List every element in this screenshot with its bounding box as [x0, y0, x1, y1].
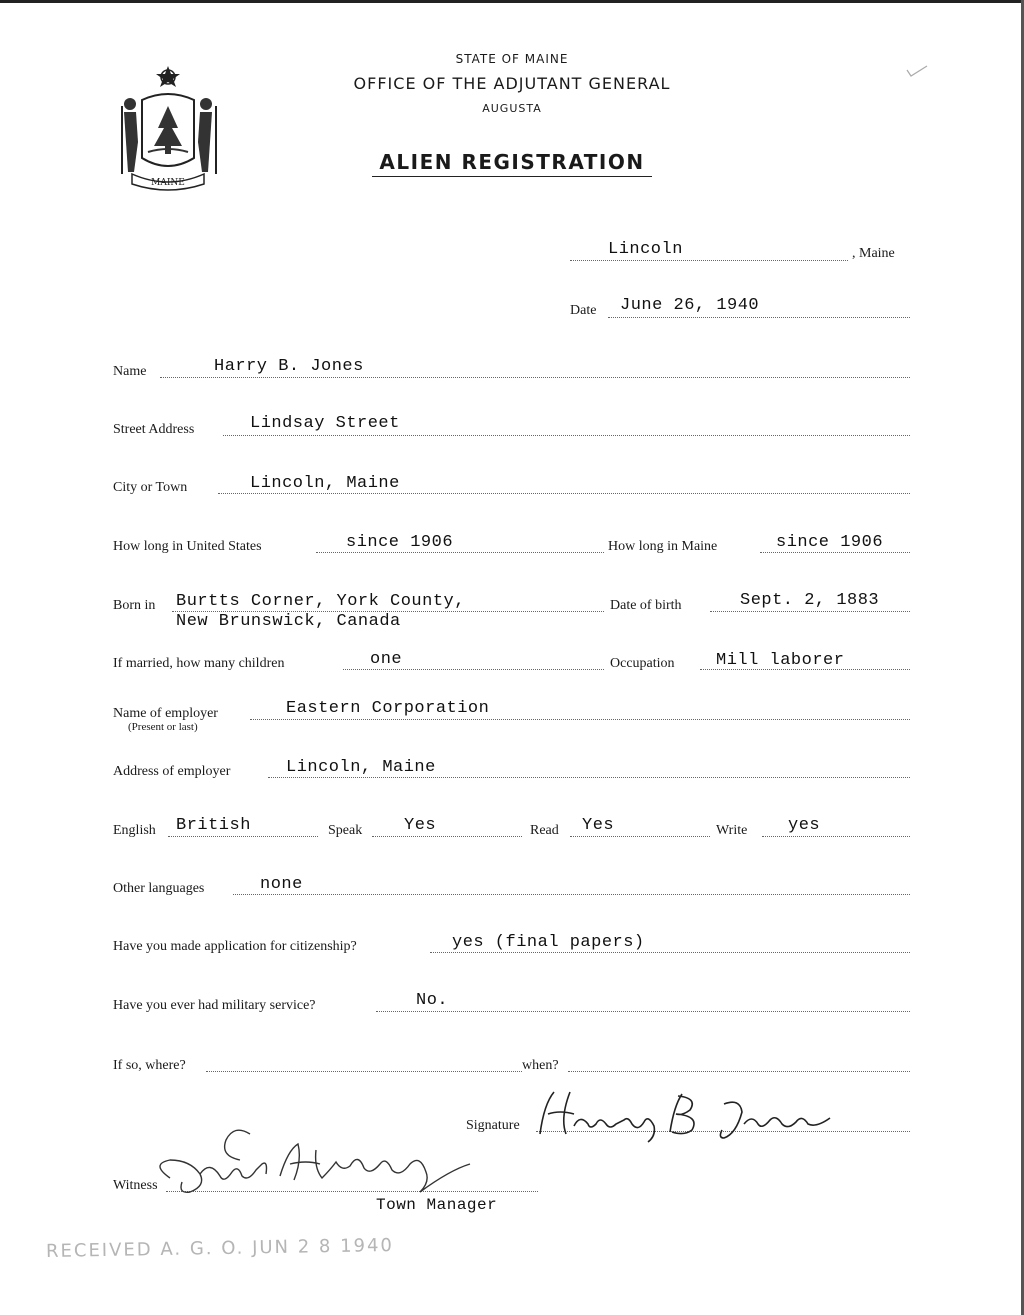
citizenship-value: yes (final papers) [452, 933, 645, 952]
write-line [762, 836, 910, 837]
born-in-value-line2: New Brunswick, Canada [176, 612, 401, 631]
english-line [168, 836, 318, 837]
employer-name-label: Name of employer [113, 706, 218, 721]
other-languages-value: none [260, 875, 303, 894]
how-long-us-value: since 1906 [346, 533, 454, 552]
witness-signature [130, 1120, 490, 1202]
date-line [608, 317, 910, 318]
how-long-us-label: How long in United States [113, 539, 262, 554]
children-value: one [370, 650, 403, 669]
title-underline [372, 176, 652, 177]
how-long-maine-label: How long in Maine [608, 539, 718, 554]
employer-name-sublabel: (Present or last) [128, 721, 198, 733]
date-of-birth-value: Sept. 2, 1883 [740, 591, 880, 610]
other-languages-line [233, 894, 910, 895]
born-in-value-line1: Burtts Corner, York County, [176, 592, 465, 611]
witness-title: Town Manager [376, 1196, 498, 1214]
date-of-birth-label: Date of birth [610, 598, 682, 613]
children-label: If married, how many children [113, 656, 285, 671]
children-line [343, 669, 604, 670]
checkmark-icon [905, 64, 929, 80]
date-of-birth-line [710, 611, 910, 612]
city-line [218, 493, 910, 494]
place-suffix: , Maine [852, 246, 895, 261]
date-value: June 26, 1940 [620, 296, 760, 315]
read-line [570, 836, 710, 837]
born-in-label: Born in [113, 598, 156, 613]
name-label: Name [113, 364, 147, 379]
employer-name-value: Eastern Corporation [286, 699, 490, 718]
received-stamp: RECEIVED A. G. O. JUN 2 8 1940 [45, 1234, 395, 1263]
military-label: Have you ever had military service? [113, 998, 316, 1013]
read-label: Read [530, 823, 559, 838]
other-languages-label: Other languages [113, 881, 205, 896]
speak-value: Yes [404, 816, 437, 835]
occupation-label: Occupation [610, 656, 675, 671]
date-label: Date [570, 303, 597, 318]
where-line [206, 1071, 522, 1072]
city-value: Lincoln, Maine [250, 474, 400, 493]
speak-line [372, 836, 522, 837]
street-address-value: Lindsay Street [250, 414, 400, 433]
when-line [568, 1071, 910, 1072]
employer-address-value: Lincoln, Maine [286, 758, 436, 777]
form-title: ALIEN REGISTRATION [379, 150, 645, 174]
write-label: Write [716, 823, 748, 838]
place-line [570, 260, 848, 261]
english-label: English [113, 823, 156, 838]
name-line [160, 377, 910, 378]
how-long-maine-line [760, 552, 910, 553]
employer-address-label: Address of employer [113, 764, 231, 779]
write-value: yes [788, 816, 821, 835]
office-heading: OFFICE OF THE ADJUTANT GENERAL [353, 74, 671, 93]
employer-address-line [268, 777, 910, 778]
signature-label: Signature [466, 1118, 520, 1133]
name-value: Harry B. Jones [214, 357, 364, 376]
state-heading: STATE OF MAINE [455, 52, 569, 66]
citizenship-line [430, 952, 910, 953]
when-label: when? [522, 1058, 559, 1073]
scan-edge-top [0, 0, 1024, 3]
military-value: No. [416, 991, 449, 1010]
occupation-value: Mill laborer [716, 651, 845, 670]
how-long-maine-value: since 1906 [776, 533, 884, 552]
street-address-line [223, 435, 910, 436]
speak-label: Speak [328, 823, 363, 838]
city-heading: AUGUSTA [482, 102, 542, 115]
where-label: If so, where? [113, 1058, 186, 1073]
english-value: British [176, 816, 251, 835]
street-address-label: Street Address [113, 422, 195, 437]
applicant-signature [530, 1084, 850, 1144]
witness-label: Witness [113, 1178, 158, 1193]
how-long-us-line [316, 552, 604, 553]
city-label: City or Town [113, 480, 188, 495]
military-line [376, 1011, 910, 1012]
seal-text: MAINE [151, 178, 185, 188]
read-value: Yes [582, 816, 615, 835]
place-value: Lincoln [608, 240, 683, 259]
employer-name-line [250, 719, 910, 720]
citizenship-label: Have you made application for citizenship? [113, 939, 357, 954]
